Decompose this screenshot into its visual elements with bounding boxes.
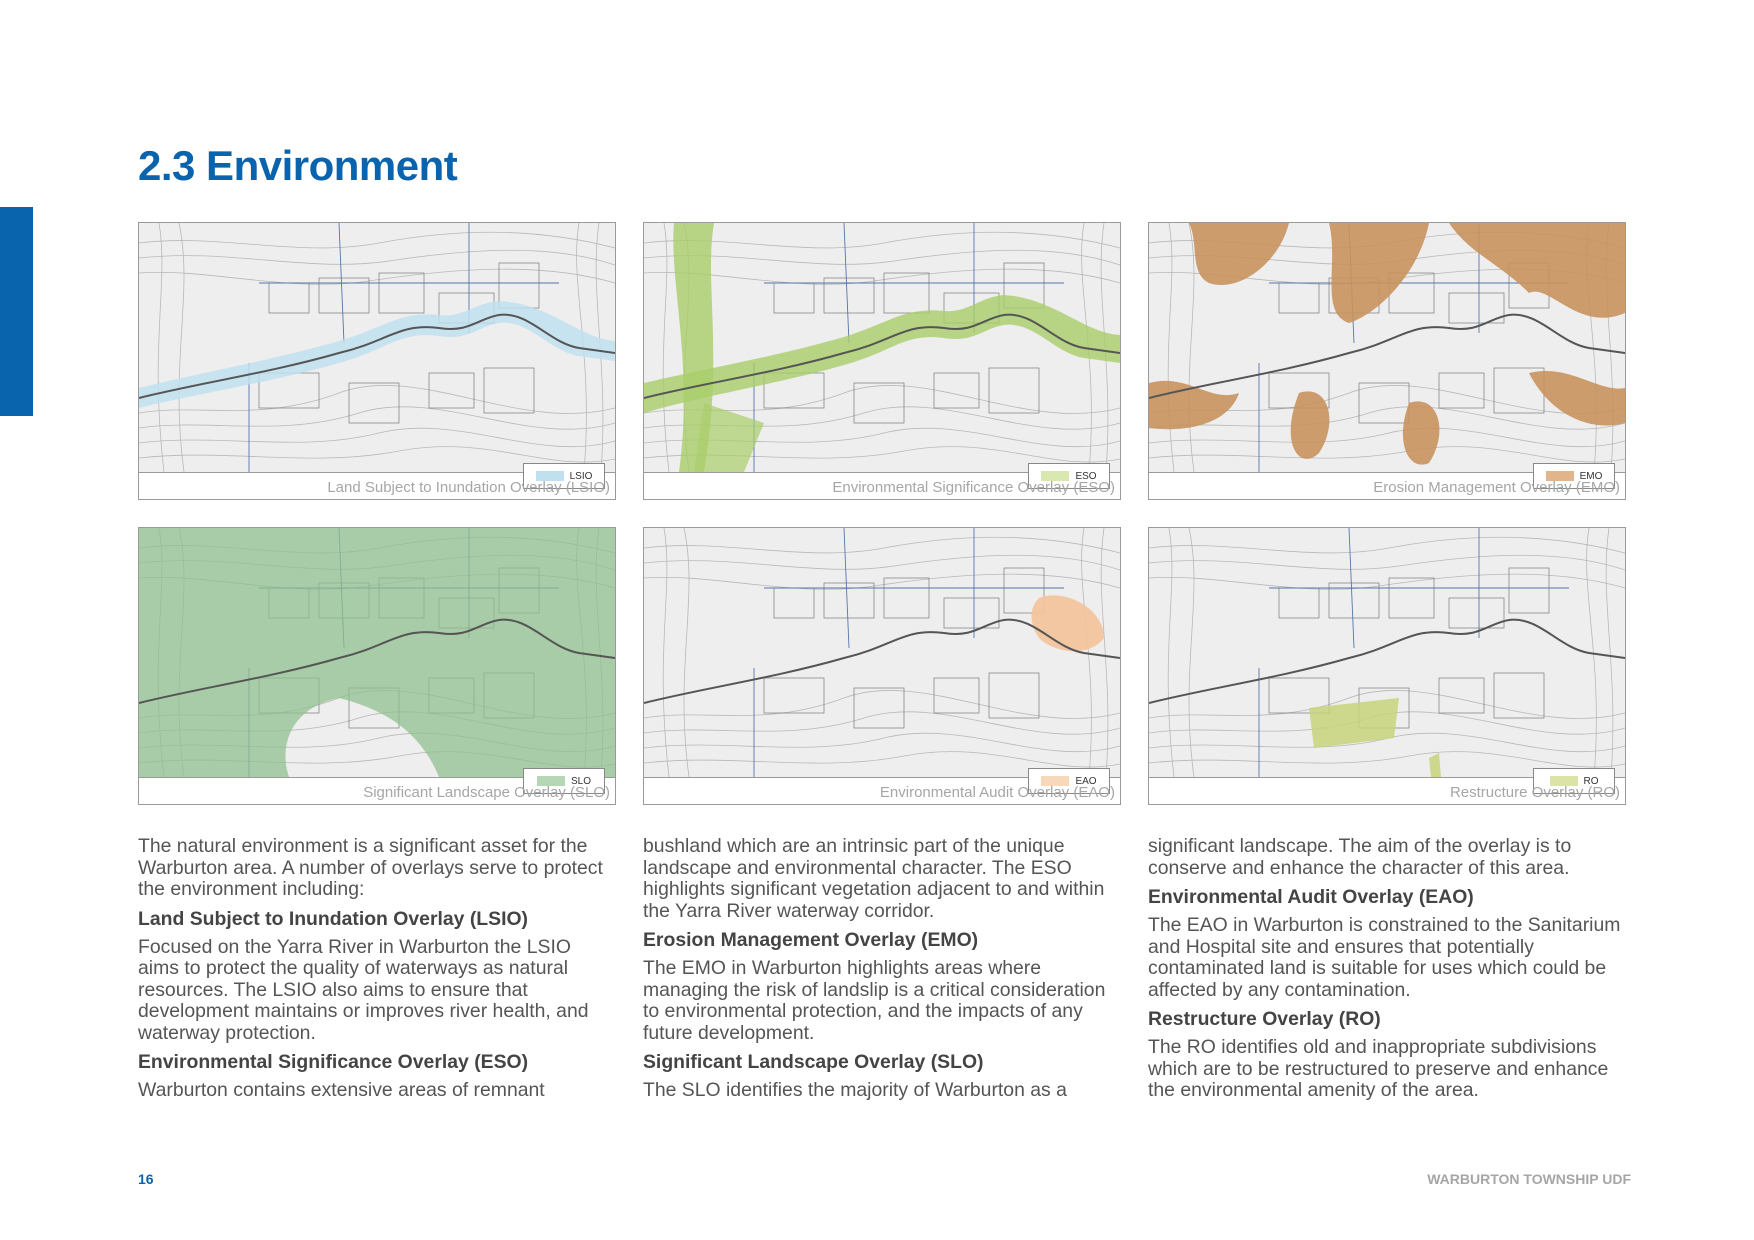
page-number: 16: [138, 1171, 154, 1187]
slo-heading: Significant Landscape Overlay (SLO): [643, 1051, 984, 1073]
ro-heading: Restructure Overlay (RO): [1148, 1008, 1381, 1030]
ro-overlay-map-icon: [1149, 528, 1625, 778]
legend-label: LSIO: [569, 470, 593, 482]
legend-label: EAO: [1075, 775, 1097, 787]
eso-paragraph-continued: bushland which are an intrinsic part of the unique landscape and environmental character. The ESO highlights significant vegetation adjacent to and within the Yarra River waterway corridor.: [643, 835, 1105, 922]
emo-overlay-map-icon: [1149, 223, 1625, 473]
lsio-heading: Land Subject to Inundation Overlay (LSIO): [138, 907, 528, 930]
lsio-overlay-map-icon: [139, 223, 615, 473]
map-drawing: [644, 223, 1120, 472]
legend-label: ESO: [1075, 470, 1097, 482]
emo-heading: Erosion Management Overlay (EMO): [643, 929, 979, 951]
lsio-paragraph: Focused on the Yarra River in Warburton the LSIO aims to protect the quality of waterways as natural resources. The LSIO also aims to ensure that development maintains or improves river health, and waterway protection.: [138, 935, 589, 1044]
map-eao: [643, 527, 1121, 805]
slo-paragraph-start: The SLO identifies the majority of Warburton as a: [643, 1079, 1067, 1101]
page-title: 2.3 Environment: [138, 142, 458, 189]
map-slo: [138, 527, 616, 805]
map-caption: Significant Landscape Overlay (SLO): [363, 784, 610, 801]
map-caption: Land Subject to Inundation Overlay (LSIO): [327, 479, 610, 496]
emo-paragraph: The EMO in Warburton highlights areas where managing the risk of landslip is a critical consideration to environmental protection, and the impacts of any future development.: [643, 957, 1106, 1044]
legend-label: EMO: [1579, 470, 1603, 482]
text-column-2: [643, 836, 1121, 1109]
map-caption: Environmental Significance Overlay (ESO): [832, 479, 1115, 496]
legend-label: SLO: [570, 775, 591, 787]
slo-paragraph-continued: significant landscape. The aim of the overlay is to conserve and enhance the character of this area.: [1148, 835, 1572, 879]
text-column-3: [1148, 836, 1626, 1109]
eao-overlay-map-icon: [644, 528, 1120, 778]
slo-overlay-map-icon: [139, 528, 615, 778]
section-side-tab: [0, 207, 33, 416]
ro-paragraph: The RO identifies old and inappropriate subdivisions which are to be restructured to preserve and enhance the environmental amenity of the area.: [1148, 1036, 1609, 1101]
footer-document-title: WARBURTON TOWNSHIP UDF: [1427, 1171, 1631, 1187]
eso-overlay-map-icon: [644, 223, 1120, 473]
eao-paragraph: The EAO in Warburton is constrained to the Sanitarium and Hospital site and ensures that potentially contaminated land is suitable for uses which could be affected by any contamination.: [1148, 914, 1621, 1001]
map-drawing: [644, 528, 1120, 777]
map-caption: Erosion Management Overlay (EMO): [1373, 479, 1620, 496]
legend-label: RO: [1583, 775, 1599, 787]
map-eso: [643, 222, 1121, 500]
map-caption: Restructure Overlay (RO): [1449, 784, 1620, 801]
map-drawing: [1149, 223, 1625, 472]
eao-heading: Environmental Audit Overlay (EAO): [1148, 886, 1474, 908]
map-lsio: [138, 222, 616, 500]
map-drawing: [1149, 528, 1625, 777]
map-caption: Environmental Audit Overlay (EAO): [879, 784, 1115, 801]
map-ro: [1148, 527, 1626, 805]
map-emo: [1148, 222, 1626, 500]
map-drawing: [139, 223, 615, 472]
text-column-1: [138, 836, 616, 1109]
map-drawing: [139, 528, 615, 777]
eso-heading: Environmental Significance Overlay (ESO): [138, 1051, 529, 1073]
intro-paragraph: The natural environment is a significant asset for the Warburton area. A number of overlays serve to protect the environment including:: [138, 835, 603, 900]
eso-paragraph-start: Warburton contains extensive areas of remnant: [138, 1079, 545, 1101]
